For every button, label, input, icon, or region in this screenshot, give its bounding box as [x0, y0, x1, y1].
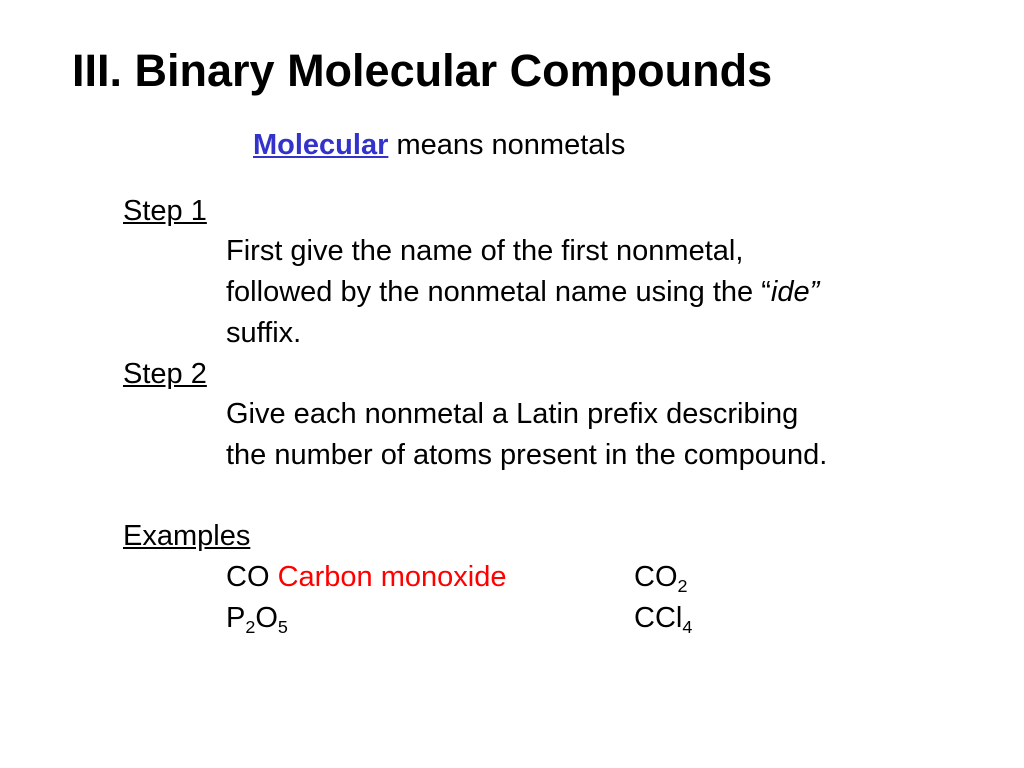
- subtitle-rest: means nonmetals: [396, 129, 626, 161]
- step1-line-2: [226, 275, 819, 310]
- ide-suffix: ide”: [770, 276, 820, 308]
- formula-co: CO: [226, 561, 270, 593]
- step2-line-1: Give each nonmetal a Latin prefix describing: [226, 398, 799, 430]
- compound-name-carbon-monoxide: Carbon monoxide: [277, 561, 507, 593]
- formula-p2o5-subscript-p: 2: [245, 616, 256, 637]
- slide-title: III. Binary Molecular Compounds: [72, 45, 773, 96]
- formula-p2o5-subscript-o: 5: [277, 616, 288, 637]
- formula-ccl4: [634, 601, 692, 636]
- example-row-1-left: [226, 560, 506, 595]
- formula-p2o5: [226, 601, 288, 636]
- formula-p2o5-o: O: [255, 602, 278, 634]
- step1-line-2-text: followed by the nonmetal name using the “: [226, 276, 771, 308]
- step1-heading: Step 1: [123, 195, 207, 227]
- step2-heading: Step 2: [123, 358, 207, 390]
- step2-line-2: the number of atoms present in the compound.: [226, 439, 828, 471]
- step1-line-3: suffix.: [226, 317, 302, 349]
- formula-co2-base: CO: [634, 561, 678, 593]
- formula-p2o5-p: P: [226, 602, 246, 634]
- formula-ccl4-base: CCl: [634, 602, 683, 634]
- formula-co2-subscript: 2: [677, 575, 688, 596]
- examples-heading: Examples: [123, 520, 251, 552]
- formula-ccl4-subscript: 4: [682, 616, 693, 637]
- subtitle: [253, 128, 625, 163]
- subtitle-keyword: Molecular: [253, 129, 389, 161]
- step1-line-1: First give the name of the first nonmetal,: [226, 235, 744, 267]
- formula-co2: [634, 560, 688, 595]
